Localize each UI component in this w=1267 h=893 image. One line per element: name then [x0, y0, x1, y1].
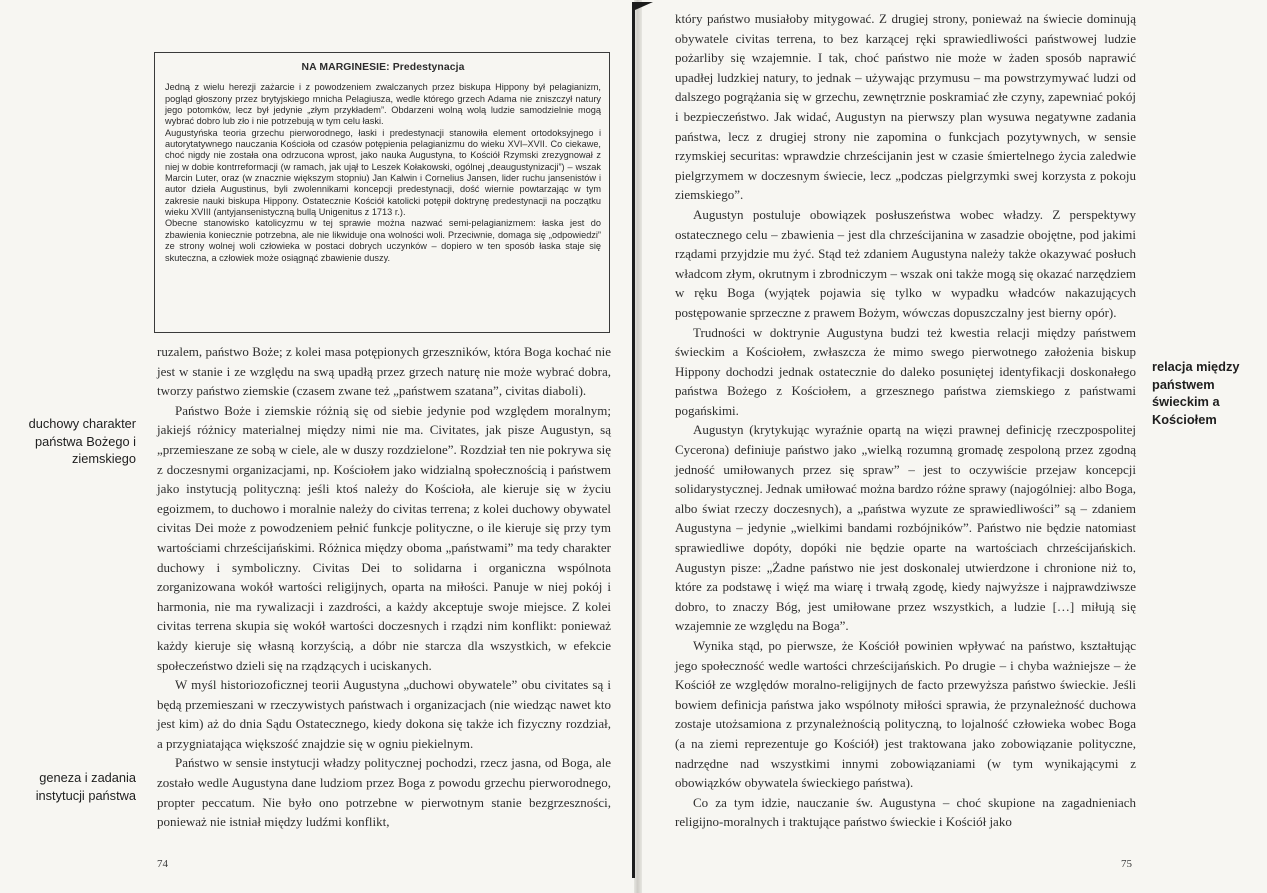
page-number-left: 74 [157, 858, 168, 870]
page-number-right: 75 [1121, 858, 1132, 870]
sidebar-box-title: NA MARGINESIE: Predestynacja [301, 62, 465, 73]
sidebar-box-predestination [154, 52, 610, 333]
body-paragraph: ruzalem, państwo Boże; z kolei masa potępionych grzeszników, która Boga kochać nie jest w stanie i ze względu na swą upadłą przez grzech naturę nie może wybrać dobra, tworzy państwo ziemskie (czasem zwane też „państwem szatana”, civitas diaboli). [157, 344, 611, 399]
sidebar-paragraph: Obecne stanowisko katolicyzmu w tej sprawie można nazwać semi-pelagianizmem: łaska jest do zbawienia koniecznie potrzebna, ale nie likwiduje ona wolności woli. Przeciwnie, domaga się „odpowiedzi” ze strony wolnej woli człowieka w postaci dobrych uczynków – dopiero w ten sposób łaska staje się skuteczna, a człowiek może osiągnąć zbawienie duszy. [165, 218, 601, 263]
sidebar-paragraph: Jedną z wielu herezji zażarcie i z powodzeniem zwalczanych przez biskupa Hippony był pelagianizm, pogląd głoszony przez brytyjskiego mnicha Pelagiusza, wedle którego grzech Adama nie zniszczył natury jego potomków, lecz był jedynie „złym przykładem”. Obdarzeni wolną wolą ludzie samodzielnie mogą wybrać dobro lub zło i nie potrzebują w tym celu łaski. [165, 82, 601, 127]
sidebar-paragraph: Augustyńska teoria grzechu pierworodnego, łaski i predestynacji stanowiła element ortodoksyjnego i autorytatywnego nauczania Kościoła od czasów potępienia pelagianizmu do wieku XVI–XVII. Co ciekawe, choć nigdy nie została ona odrzucona wprost, jako nauka Augustyna, to Kościół Rzymski zrezygnował z niej w dobie kontrreformacji (w ramach, jak ujął to Leszek Kołakowski, ogólnej „deaugustynizacji”) – wszak Marcin Luter, oraz (w znacznie większym stopniu) Jan Kalwin i Cornelius Jansen, lider ruchu jansenistów i autor dzieła Augustinus, byli zwolennikami koncepcji predestynacji, dość wiernie powtarzając w tym zakresie nauki biskupa Hippony. Ostatecznie Kościół katolicki potępił doktrynę predestynacji na początku wieku XVIII (antyjansenistyczną bullą Unigenitus z 1713 r.). [165, 127, 601, 218]
body-paragraph: Trudności w doktrynie Augustyna budzi też kwestia relacji między państwem świeckim a Kościołem, zwłaszcza że mimo swego pierwotnego założenia biskup Hippony dochodzi jednak ostatecznie do daleko posuniętej identyfikacji doskonałego państwa Bożego z Kościołem, a grzesznego państwa ziemskiego z państwami pogańskimi. [675, 324, 1136, 418]
gutter-flag-mark [635, 2, 653, 10]
body-paragraph: Wynika stąd, po pierwsze, że Kościół powinien wpływać na państwo, kształtując jego społeczność wedle wartości chrześcijańskich. Po drugie – i chyba ważniejsze – że Kościół ze względów moralno-religijnych de facto przewyższa państwo świeckie. Jeśli bowiem definicja państwa jako wspólnoty miłości sprawia, że przynależność duchowa zostaje utożsamiona z przynależnością polityczną, to lojalność człowieka wobec Boga (a na ziemi reprezentuje go Kościół) jest traktowana jako zobowiązanie polityczne, nadrzędne nad wszystkimi innymi zobowiązaniami (w tym wynikającymi z obowiązków obywatela świeckiego państwa). [675, 638, 1136, 791]
book-gutter [634, 0, 642, 893]
body-paragraph: Co za tym idzie, nauczanie św. Augustyna – choć skupione na zagadnieniach religijno-moralnych i traktujące państwo świeckie i Kościół jako [675, 794, 1136, 830]
body-paragraph: W myśl historiozoficznej teorii Augustyna „duchowi obywatele” obu civitates są i będą przemieszani w rzeczywistych państwach i organizacjach (nie wiedząc nawet kto jest kim) aż do dnia Sądu Ostatecznego, kiedy dokona się także ich fizyczny rozdział, a przygniatająca większość znajdzie się w ogniu piekielnym. [157, 677, 611, 751]
margin-note-state-church-relation: relacja między państwem świeckim a Kościołem [1152, 359, 1240, 427]
body-paragraph: który państwo musiałoby mitygować. Z drugiej strony, ponieważ na świecie dominują obywatele civitas terrena, to bez karzącej ręki sprawiedliwości państwowej ludzie pożarliby się wzajemnie. I tak, choć państwo nie może w żaden sposób naprawić upadłej ludzkiej natury, to jednak – używając przymusu – ma powstrzymywać ludzi od dalszego pogrążania się w grzechu, zewnętrznie poskramiać złe czyny, zapewniać pokój i bezpieczeństwo. Jak widać, Augustyn na pierwszy plan wysuwa negatywne zadania państwa, lecz z drugiej strony nie zapomina o funkcjach pozytywnych, w sensie rzymskiej securitas: wprawdzie chrześcijanin jest w czasie śmiertelnego życia zaledwie pielgrzymem w doczesnym świecie, lecz „podczas pielgrzymki swej korzysta z pokoju ziemskiego”. [675, 11, 1136, 203]
left-page-body [157, 342, 611, 832]
margin-note-spiritual-character: duchowy charakter państwa Bożego i ziemskiego [28, 416, 136, 467]
body-paragraph: Augustyn (krytykując wyraźnie opartą na więzi prawnej definicję rzeczpospolitej Cycerona) definiuje państwo jako „wielką rozumną gromadę zespoloną przez zgodną jedność umiłowanych przez się spraw” – jest to oczywiście przejaw koncepcji solidarystycznej. Jednak umiłować można bardzo różne sprawy (najogólniej: albo Boga, albo świat rzeczy doczesnych), a „państwa wyzute ze sprawiedliwości” są – zdaniem Augustyna – jedynie „wielkimi bandami rozbójników”. Państwo nie będzie natomiast sprawiedliwe dopóty, dopóki nie będzie oparte na wartościach chrześcijańskich. Augustyn pisze: „Żadne państwo nie jest doskonalej utwierdzone i chronione niż to, które za podstawę i więź ma wiarę i trwałą zgodę, kiedy najwyższe i najprawdziwsze dobro, to znaczy Bóg, jest umiłowane przez wszystkich, a ludzie […] miłują się wzajemnie ze względu na Boga”. [675, 422, 1136, 634]
body-paragraph: Augustyn postuluje obowiązek posłuszeństwa wobec władzy. Z perspektywy ostatecznego celu – zbawienia – jest dla chrześcijanina w zasadzie obojętne, pod jakimi rządami przyjdzie mu żyć. Stąd też zdaniem Augustyna należy także okazywać posłuch władcom złym, okrutnym i zbrodniczym – wszak oni także mogą się okazać narzędziem w ręku Boga (wyjątek pojawia się tylko w wypadku władców nakazujących postępowanie sprzeczne z prawem Bożym, wówczas dopuszczalny jest bierny opór). [675, 206, 1136, 320]
body-paragraph: Państwo w sensie instytucji władzy politycznej pochodzi, rzecz jasna, od Boga, ale zostało wedle Augustyna dane ludziom przez Boga z powodu grzechu pierworodnego, propter peccatum. Nie było ono potrzebne w pierwotnym stanie bezgrzeszności, ponieważ nie istniał między ludźmi konflikt, [157, 755, 611, 830]
body-paragraph: Państwo Boże i ziemskie różnią się od siebie jedynie pod względem moralnym; jakiejś różnicy materialnej między nimi nie ma. Civitates, jak pisze Augustyn, są „przemieszane ze sobą w ciele, ale w duszy rozdzielone”. Rozdział ten nie pokrywa się z doczesnymi organizacjami, np. Kościołem jako widzialną społecznością i państwem jako instytucją polityczną: jeśli ktoś należy do Kościoła, ale kieruje się w życiu egoizmem, to duchowo i moralnie należy do civitas terrena; z kolei duchowy obywatel civitas Dei może z powodzeniem pełnić funkcje polityczne, o ile kieruje się przy tym wartościami chrześcijańskimi. Różnica między oboma „państwami” ma tedy charakter duchowy i symboliczny. Civitas Dei to solidarna i organiczna wspólnota zorganizowana wokół wartości religijnych, oparta na miłości. Panuje w niej pokój i harmonia, nie ma rywalizacji i zazdrości, a każdy akceptuje swoje miejsce. Z kolei civitas terrena skupia się wokół wartości doczesnych i rządzi nim konflikt: ponieważ każdy kieruje się własną korzyścią, a dóbr nie starcza dla wszystkich, w efekcie społeczeństwo dzieli się na rządzących i uciskanych. [157, 402, 611, 673]
right-page-body [675, 9, 1136, 832]
margin-note-genesis-of-state: geneza i zadania instytucji państwa [35, 770, 136, 803]
gutter-line [632, 2, 635, 878]
